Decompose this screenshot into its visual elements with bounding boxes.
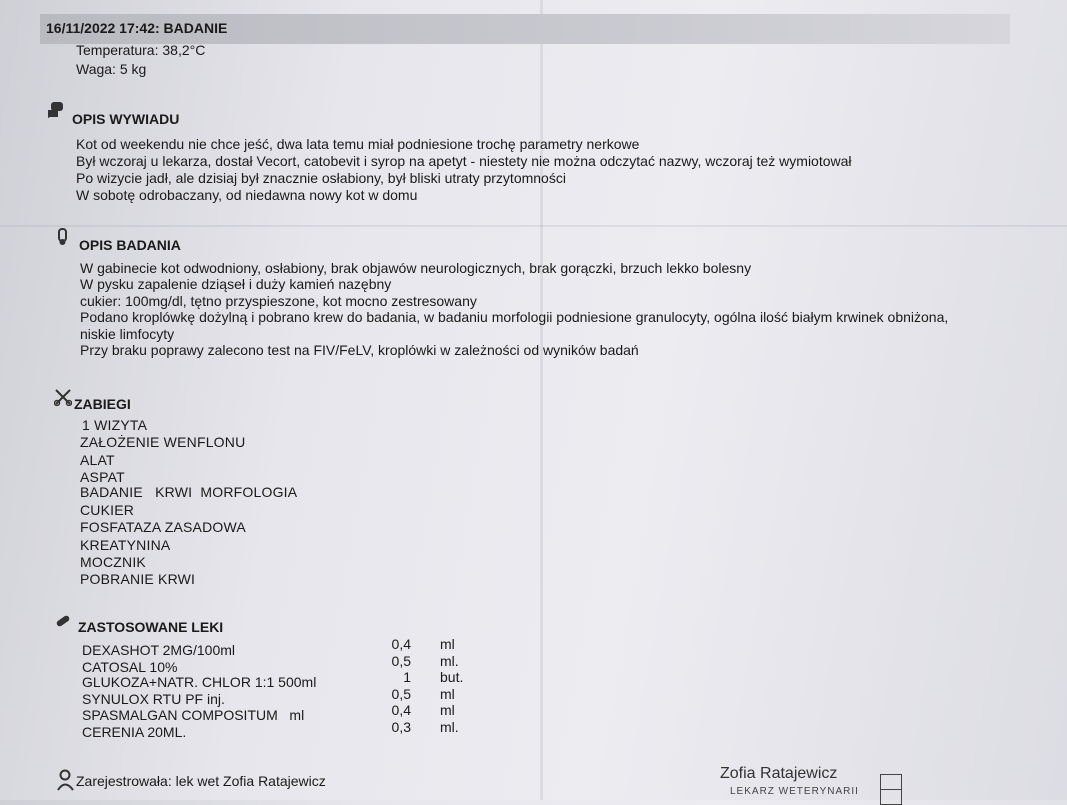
procedure-item: POBRANIE KRWI (80, 571, 196, 587)
medications-title: ZASTOSOWANE LEKI (78, 619, 224, 635)
medication-unit: ml (440, 636, 455, 652)
procedure-item: KREATYNINA (80, 537, 171, 553)
page-title: 16/11/2022 17:42: BADANIE (46, 20, 228, 36)
paper-fold (540, 0, 543, 800)
examination-line: cukier: 100mg/dl, tętno przyspieszone, kot mocno zestresowany (80, 293, 477, 309)
procedures-title: ZABIEGI (74, 396, 131, 412)
interview-line: Kot od weekendu nie chce jeść, dwa lata temu miał podniesione trochę parametry nerkowe (76, 136, 640, 152)
medication-qty: 0,4 (391, 636, 411, 652)
procedure-item: 1 WIZYTA (82, 417, 148, 433)
procedure-item: BADANIE KRWI MORFOLOGIA (80, 484, 298, 500)
medication-name: GLUKOZA+NATR. CHLOR 1:1 500ml (82, 674, 317, 690)
medication-unit: ml. (440, 719, 459, 735)
stamp-box (880, 774, 902, 790)
weight-value: Waga: 5 kg (76, 61, 147, 77)
examination-line: W gabinecie kot odwodniony, osłabiony, brak objawów neurologicznych, brak gorączki, brzuch lekko bolesny (80, 260, 752, 276)
temperature-value: Temperatura: 38,2°C (76, 42, 206, 58)
stamp-title: LEKARZ WETERYNARII (730, 786, 859, 797)
interview-line: Po wizycie jadł, ale dzisiaj był znacznie osłabiony, był bliski utraty przytomności (76, 170, 566, 186)
medication-name: SPASMALGAN COMPOSITUM ml (82, 707, 305, 723)
scissors-icon (54, 388, 72, 406)
procedure-item: ZAŁOŻENIE WENFLONU (80, 434, 246, 450)
medication-qty: 0,5 (391, 686, 411, 702)
interview-line: Był wczoraj u lekarza, dostał Vecort, catobevit i syrop na apetyt - niestety nie można odczytać nazwy, wczoraj też wymiotował (76, 153, 852, 169)
chat-icon (46, 101, 64, 119)
medication-name: CERENIA 20ML. (82, 724, 187, 740)
stamp-box (880, 789, 902, 805)
medication-qty: 0,3 (391, 719, 411, 735)
interview-title: OPIS WYWIADU (72, 111, 180, 127)
medication-name: CATOSAL 10% (82, 659, 178, 675)
medication-name: DEXASHOT 2MG/100ml (82, 642, 236, 658)
medication-unit: but. (440, 669, 464, 685)
procedure-item: CUKIER (80, 502, 135, 518)
examination-line: Podano kroplówkę dożylną i pobrano krew do badania, w badaniu morfologii podniesione granulocyty, ogólna ilość białym krwinek obniżona, (80, 309, 949, 325)
medication-qty: 0,4 (391, 702, 411, 718)
procedure-item: ASPAT (80, 469, 125, 485)
medication-unit: ml (440, 702, 455, 718)
registered-by: Zarejestrowała: lek wet Zofia Ratajewicz (76, 773, 326, 789)
medication-qty: 1 (403, 669, 411, 685)
procedure-item: ALAT (80, 452, 115, 468)
user-icon (56, 769, 76, 791)
interview-line: W sobotę odrobaczany, od niedawna nowy kot w domu (76, 187, 418, 203)
medication-unit: ml (440, 686, 455, 702)
procedure-item: MOCZNIK (80, 554, 146, 570)
pill-icon (54, 612, 72, 630)
medication-name: SYNULOX RTU PF inj. (82, 691, 225, 707)
stamp-name: Zofia Ratajewicz (720, 765, 838, 782)
medication-qty: 0,5 (391, 653, 411, 669)
paper-fold (0, 225, 1067, 227)
examination-line: niskie limfocyty (80, 326, 175, 342)
medication-unit: ml. (440, 653, 459, 669)
thermometer-icon (54, 228, 72, 246)
procedure-item: FOSFATAZA ZASADOWA (80, 519, 246, 535)
examination-title: OPIS BADANIA (79, 237, 181, 253)
examination-line: W pysku zapalenie dziąseł i duży kamień nazębny (80, 276, 392, 292)
examination-line: Przy braku poprawy zalecono test na FIV/FeLV, kroplówki w zależności od wyników badań (80, 342, 639, 358)
